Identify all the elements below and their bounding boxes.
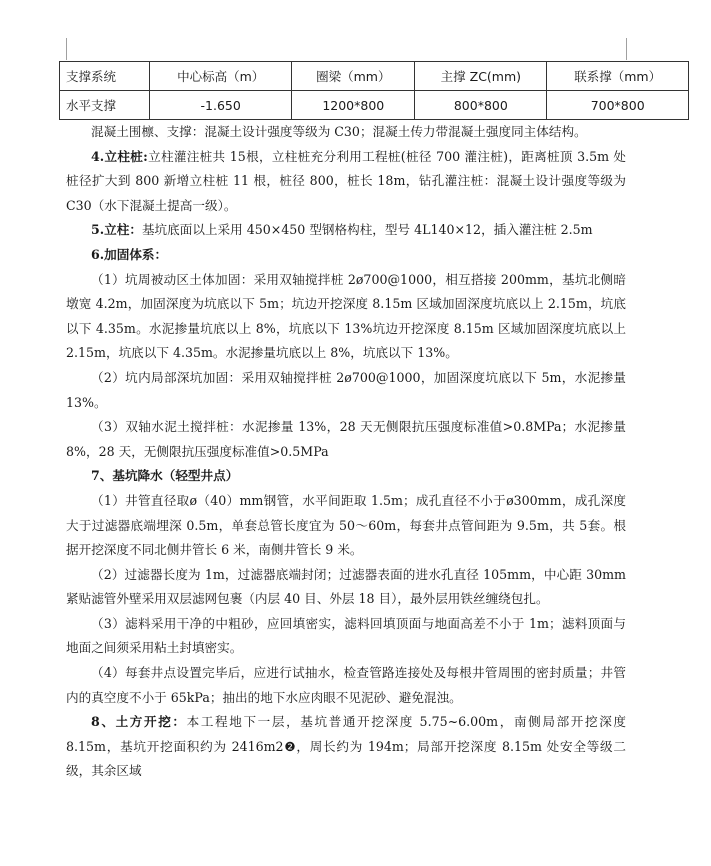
table-header-cell: 圈梁（mm） (292, 62, 415, 91)
section-heading: 8、土方开挖： (91, 714, 187, 730)
table-cell: 1200*800 (292, 91, 415, 120)
crop-mark-left (66, 38, 67, 60)
support-spec-table (59, 61, 689, 120)
paragraph-item: （3）双轴水泥土搅拌桩：水泥掺量 13%，28 天无侧限抗压强度标准值>0.8MPa；水泥掺量 8%，28 天，无侧限抗压强度标准值>0.5MPa (66, 419, 626, 459)
paragraph-column-piles: 4.立柱桩:立柱灌注桩共 15根，立柱桩充分利用工程桩(桩径 700 灌注桩)，距离桩顶 3.5m 处桩径扩大到 800 新增立柱桩 11 根，桩径 800，桩长 18m，钻孔灌注桩：混凝土设计强度等级为 C30（水下混凝土提高一级）。 (66, 148, 626, 213)
table-cell: 800*800 (415, 91, 547, 120)
crop-mark-right (626, 38, 627, 60)
paragraph-item: （1）坑周被动区土体加固：采用双轴搅拌桩 2ø700@1000，相互搭接 200mm，基坑北侧暗墩宽 4.2m，加固深度为坑底以下 5m；坑边开挖深度 8.15m 区域加固深度坑底以上 2.15m，坑底以下 4.35m。水泥掺量坑底以上 8%，坑底以下 13%坑边开挖深度 8.15m 区域加固深度坑底以上 2.15m，坑底以下 4.35m。水泥掺量坑底以上 8%，坑底以下 13%。 (66, 271, 626, 361)
table-cell: 水平支撑 (60, 91, 150, 120)
paragraph-item: （2）过滤器长度为 1m，过滤器底端封闭；过滤器表面的进水孔直径 105mm，中心距 30mm 紧贴滤管外壁采用双层滤网包裹（内层 40 目、外层 18 目），最外层用铁丝缠绕包扎。 (66, 566, 626, 607)
paragraph-columns: 5.立柱：基坑底面以上采用 450×450 型钢格构柱，型号 4L140×12，插入灌注桩 2.5m (91, 222, 593, 238)
paragraph-item: （1）井管直径取ø（40）mm钢管，水平间距取 1.5m；成孔直径不小于ø300mm，成孔深度大于过滤器底端埋深 0.5m，单套总管长度宜为 50～60m，每套井点管间距为 9.5m，共 5套。根据开挖深度不同北侧井管长 6 米，南侧井管长 9 米。 (66, 492, 626, 558)
table-header-cell: 支撑系统 (60, 62, 150, 91)
section-heading: 5.立柱： (91, 222, 142, 238)
paragraph-item: （2）坑内局部深坑加固：采用双轴搅拌桩 2ø700@1000，加固深度坑底以下 5m，水泥掺量 13%。 (66, 369, 626, 410)
paragraph-item: （4）每套井点设置完毕后，应进行试抽水，检查管路连接处及每根井管周围的密封质量；井管内的真空度不小于 65kPa；抽出的地下水应肉眼不见泥砂、避免混浊。 (66, 665, 626, 705)
table-header-cell: 联系撑（mm） (547, 62, 689, 91)
table-header-cell: 主撑 ZC(mm) (415, 62, 547, 91)
paragraph-item: （3）滤料采用干净的中粗砂，应回填密实，滤料回填顶面与地面高差不小于 1m；滤料顶面与地面之间须采用粘土封填密实。 (66, 615, 626, 656)
paragraph-concrete-strength: 混凝土围檩、支撑：混凝土设计强度等级为 C30；混凝土传力带混凝土强度同主体结构。 (91, 124, 587, 139)
document-body (66, 120, 626, 784)
table-cell: 700*800 (547, 91, 689, 120)
section-heading: 7、基坑降水（轻型井点） (91, 468, 239, 484)
section-heading: 6.加固体系： (91, 246, 168, 262)
table-row (60, 91, 689, 120)
paragraph-reinforcement-heading (66, 243, 626, 268)
table-header-cell: 中心标高（m） (150, 62, 292, 91)
paragraph-dewatering-heading (66, 464, 626, 489)
table-header-row (60, 62, 689, 91)
section-heading: 4.立柱桩: (91, 148, 148, 164)
paragraph-excavation: 8、土方开挖：本工程地下一层，基坑普通开挖深度 5.75~6.00m，南侧局部开挖深度 8.15m，基坑开挖面积约为 2416m2❷，周长约为 194m；局部开挖深度 8.15m 处安全等级二级，其余区域 (66, 714, 626, 779)
table-cell: -1.650 (150, 91, 292, 120)
